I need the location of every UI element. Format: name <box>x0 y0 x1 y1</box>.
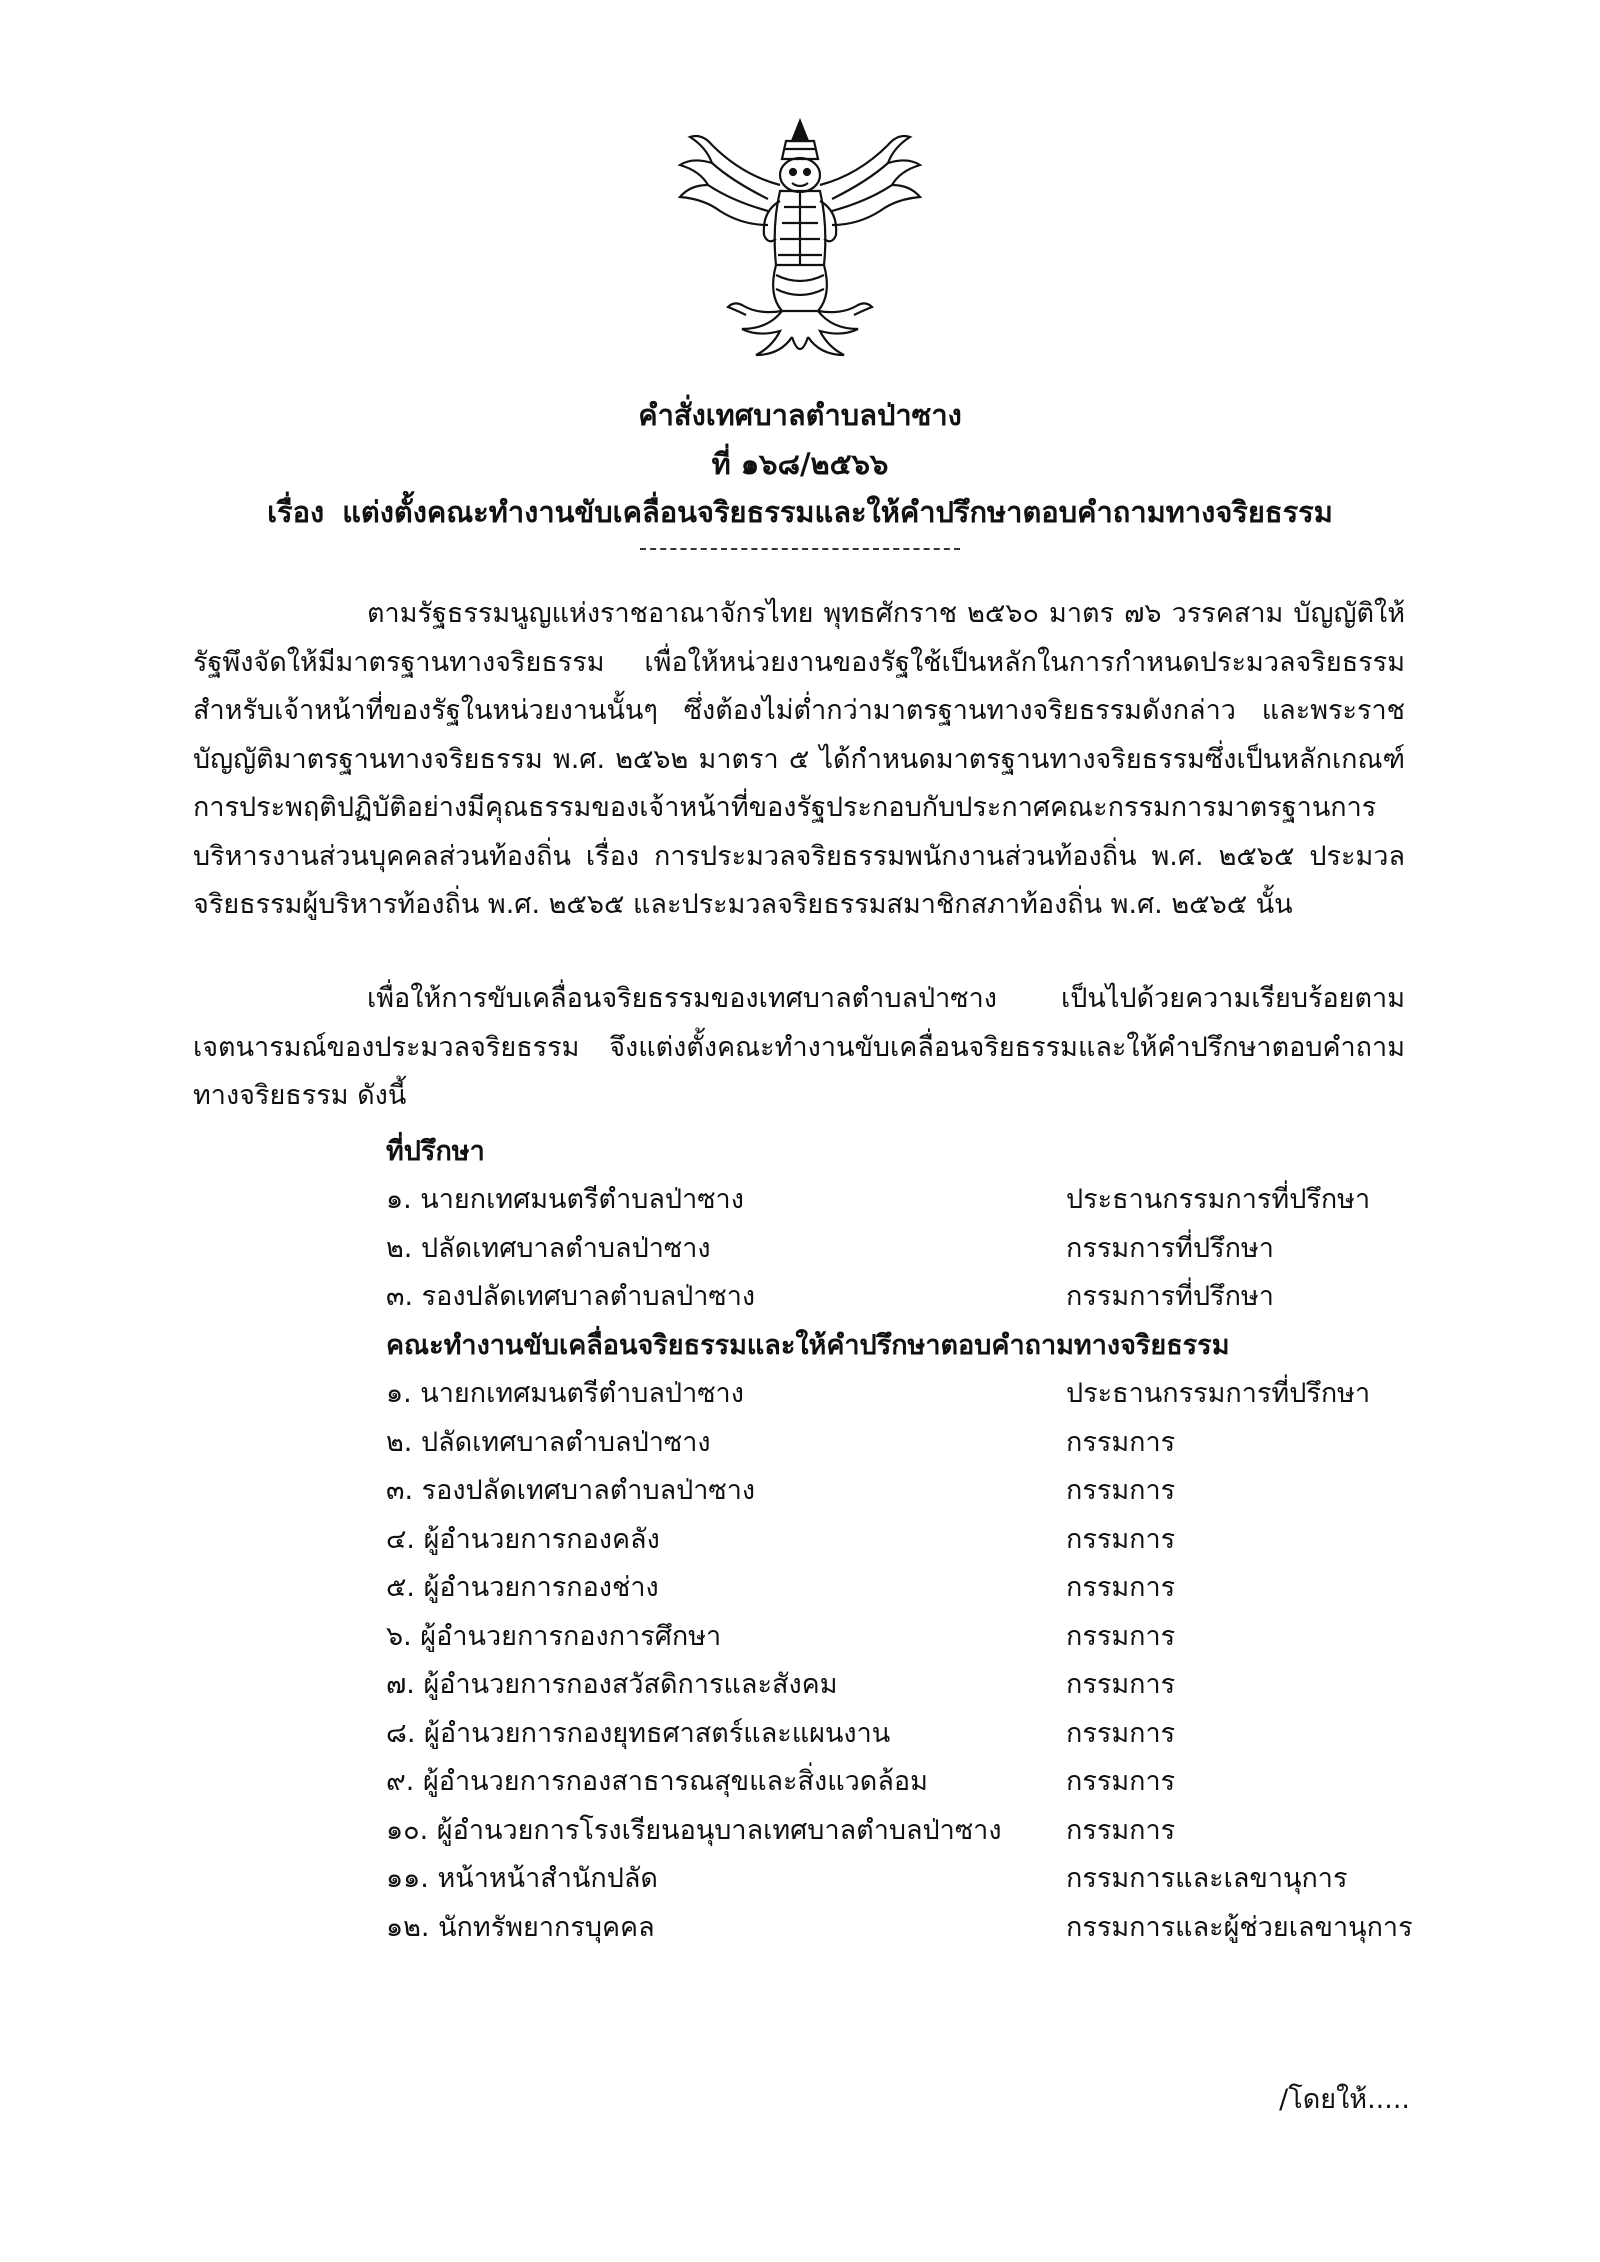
member-role: กรรมการ <box>1066 1426 1176 1458</box>
list-item <box>386 1176 1406 1225</box>
member-role: กรรมการ <box>1066 1814 1176 1846</box>
member-role: กรรมการและผู้ช่วยเลขานุการ <box>1066 1911 1413 1943</box>
garuda-emblem-icon <box>672 115 928 367</box>
member-role: กรรมการ <box>1066 1669 1176 1700</box>
member-role: กรรมการและเลขานุการ <box>1066 1863 1348 1894</box>
member-name: ๑. นายกเทศมนตรีตำบลป่าซาง <box>386 1378 744 1409</box>
member-name: ๑. นายกเทศมนตรีตำบลป่าซาง <box>386 1184 744 1215</box>
advisors-heading: ที่ปรึกษา <box>386 1136 485 1167</box>
order-title: คำสั่งเทศบาลตำบลป่าซาง <box>638 398 962 432</box>
list-item <box>386 1855 1406 1904</box>
list-item <box>386 1758 1406 1807</box>
member-name: ๔. ผู้อำนวยการกองคลัง <box>386 1523 660 1555</box>
member-name: ๑๑. หน้าหน้าสำนักปลัด <box>386 1863 658 1894</box>
continuation-note: /โดยให้..... <box>1279 2084 1410 2115</box>
list-item <box>386 1467 1406 1516</box>
list-item <box>386 1370 1406 1419</box>
team-heading: คณะทำงานขับเคลื่อนจริยธรรมและให้คำปรึกษาตอบคำถามทางจริยธรรม <box>386 1330 1230 1361</box>
member-role: กรรมการที่ปรึกษา <box>1066 1281 1274 1312</box>
member-name: ๓. รองปลัดเทศบาลตำบลป่าซาง <box>386 1475 756 1506</box>
list-item <box>386 1273 1406 1322</box>
member-name: ๓. รองปลัดเทศบาลตำบลป่าซาง <box>386 1281 756 1312</box>
member-role: กรรมการ <box>1066 1523 1176 1555</box>
member-role: กรรมการ <box>1066 1717 1176 1749</box>
list-item <box>386 1710 1406 1759</box>
member-role: ประธานกรรมการที่ปรึกษา <box>1066 1378 1371 1409</box>
paragraph-1: ตามรัฐธรรมนูญแห่งราชอาณาจักรไทย พุทธศักราช ๒๕๖๐ มาตร ๗๖ วรรคสาม บัญญัติให้รัฐพึงจัดให้มีมาตรฐานทางจริยธรรม เพื่อให้หน่วยงานของรัฐใช้เป็นหลักในการกำหนดประมวลจริยธรรมสำหรับเจ้าหน้าที่ของรัฐในหน่วยงานนั้นๆ ซึ่งต้องไม่ต่ำกว่ามาตรฐานทางจริยธรรมดังกล่าว และพระราชบัญญัติมาตรฐานทางจริยธรรม พ.ศ. ๒๕๖๒ มาตรา ๕ ได้กำหนดมาตรฐานทางจริยธรรมซึ่งเป็นหลักเกณฑ์การประพฤติปฏิบัติอย่างมีคุณธรรมของเจ้าหน้าที่ของรัฐประกอบกับประกาศคณะกรรมการมาตรฐานการบริหารงานส่วนบุคคลส่วนท้องถิ่น เรื่อง การประมวลจริยธรรมพนักงานส่วนท้องถิ่น พ.ศ. ๒๕๖๕ ประมวลจริยธรรมผู้บริหารท้องถิ่น พ.ศ. ๒๕๖๕ และประมวลจริยธรรมสมาชิกสภาท้องถิ่น พ.ศ. ๒๕๖๕ นั้น <box>193 598 1405 920</box>
list-item <box>386 1613 1406 1662</box>
member-role: กรรมการ <box>1066 1766 1176 1797</box>
list-item <box>386 1225 1406 1274</box>
member-name: ๒. ปลัดเทศบาลตำบลป่าซาง <box>386 1232 711 1264</box>
list-item <box>386 1661 1406 1710</box>
advisors-list <box>386 1176 1406 1322</box>
member-name: ๙. ผู้อำนวยการกองสาธารณสุขและสิ่งแวดล้อม <box>386 1766 928 1797</box>
subject-text: แต่งตั้งคณะทำงานขับเคลื่อนจริยธรรมและให้คำปรึกษาตอบคำถามทางจริยธรรม <box>342 495 1333 529</box>
order-number: ที่ ๑๖๘/๒๕๖๖ <box>711 447 889 481</box>
member-name: ๒. ปลัดเทศบาลตำบลป่าซาง <box>386 1426 711 1458</box>
team-list <box>386 1370 1413 1952</box>
purpose-paragraph <box>193 975 1405 1121</box>
member-role: กรรมการ <box>1066 1620 1176 1652</box>
member-name: ๑๒. นักทรัพยากรบุคคล <box>386 1911 655 1943</box>
member-name: ๕. ผู้อำนวยการกองช่าง <box>386 1572 659 1603</box>
paragraph-2: เพื่อให้การขับเคลื่อนจริยธรรมของเทศบาลตำบลป่าซาง เป็นไปด้วยความเรียบร้อยตามเจตนารมณ์ของประมวลจริยธรรม จึงแต่งตั้งคณะทำงานขับเคลื่อนจริยธรรมและให้คำปรึกษาตอบคำถามทางจริยธรรม ดังนี้ <box>193 983 1405 1111</box>
member-role: กรรมการ <box>1066 1572 1176 1603</box>
preamble-paragraph <box>193 590 1405 930</box>
member-role: ประธานกรรมการที่ปรึกษา <box>1066 1184 1371 1215</box>
member-name: ๑๐. ผู้อำนวยการโรงเรียนอนุบาลเทศบาลตำบลป่าซาง <box>386 1814 1002 1846</box>
list-item <box>386 1419 1406 1468</box>
list-item <box>386 1516 1406 1565</box>
member-name: ๗. ผู้อำนวยการกองสวัสดิการและสังคม <box>386 1669 838 1700</box>
list-item <box>386 1904 1413 1953</box>
member-name: ๖. ผู้อำนวยการกองการศึกษา <box>386 1620 722 1652</box>
member-role: กรรมการ <box>1066 1475 1176 1506</box>
member-role: กรรมการที่ปรึกษา <box>1066 1232 1274 1264</box>
subject-line <box>0 490 1600 534</box>
title-divider <box>640 548 960 550</box>
list-item <box>386 1564 1406 1613</box>
subject-label: เรื่อง <box>267 495 325 529</box>
member-name: ๘. ผู้อำนวยการกองยุทธศาสตร์และแผนงาน <box>386 1717 891 1749</box>
list-item <box>386 1807 1406 1856</box>
